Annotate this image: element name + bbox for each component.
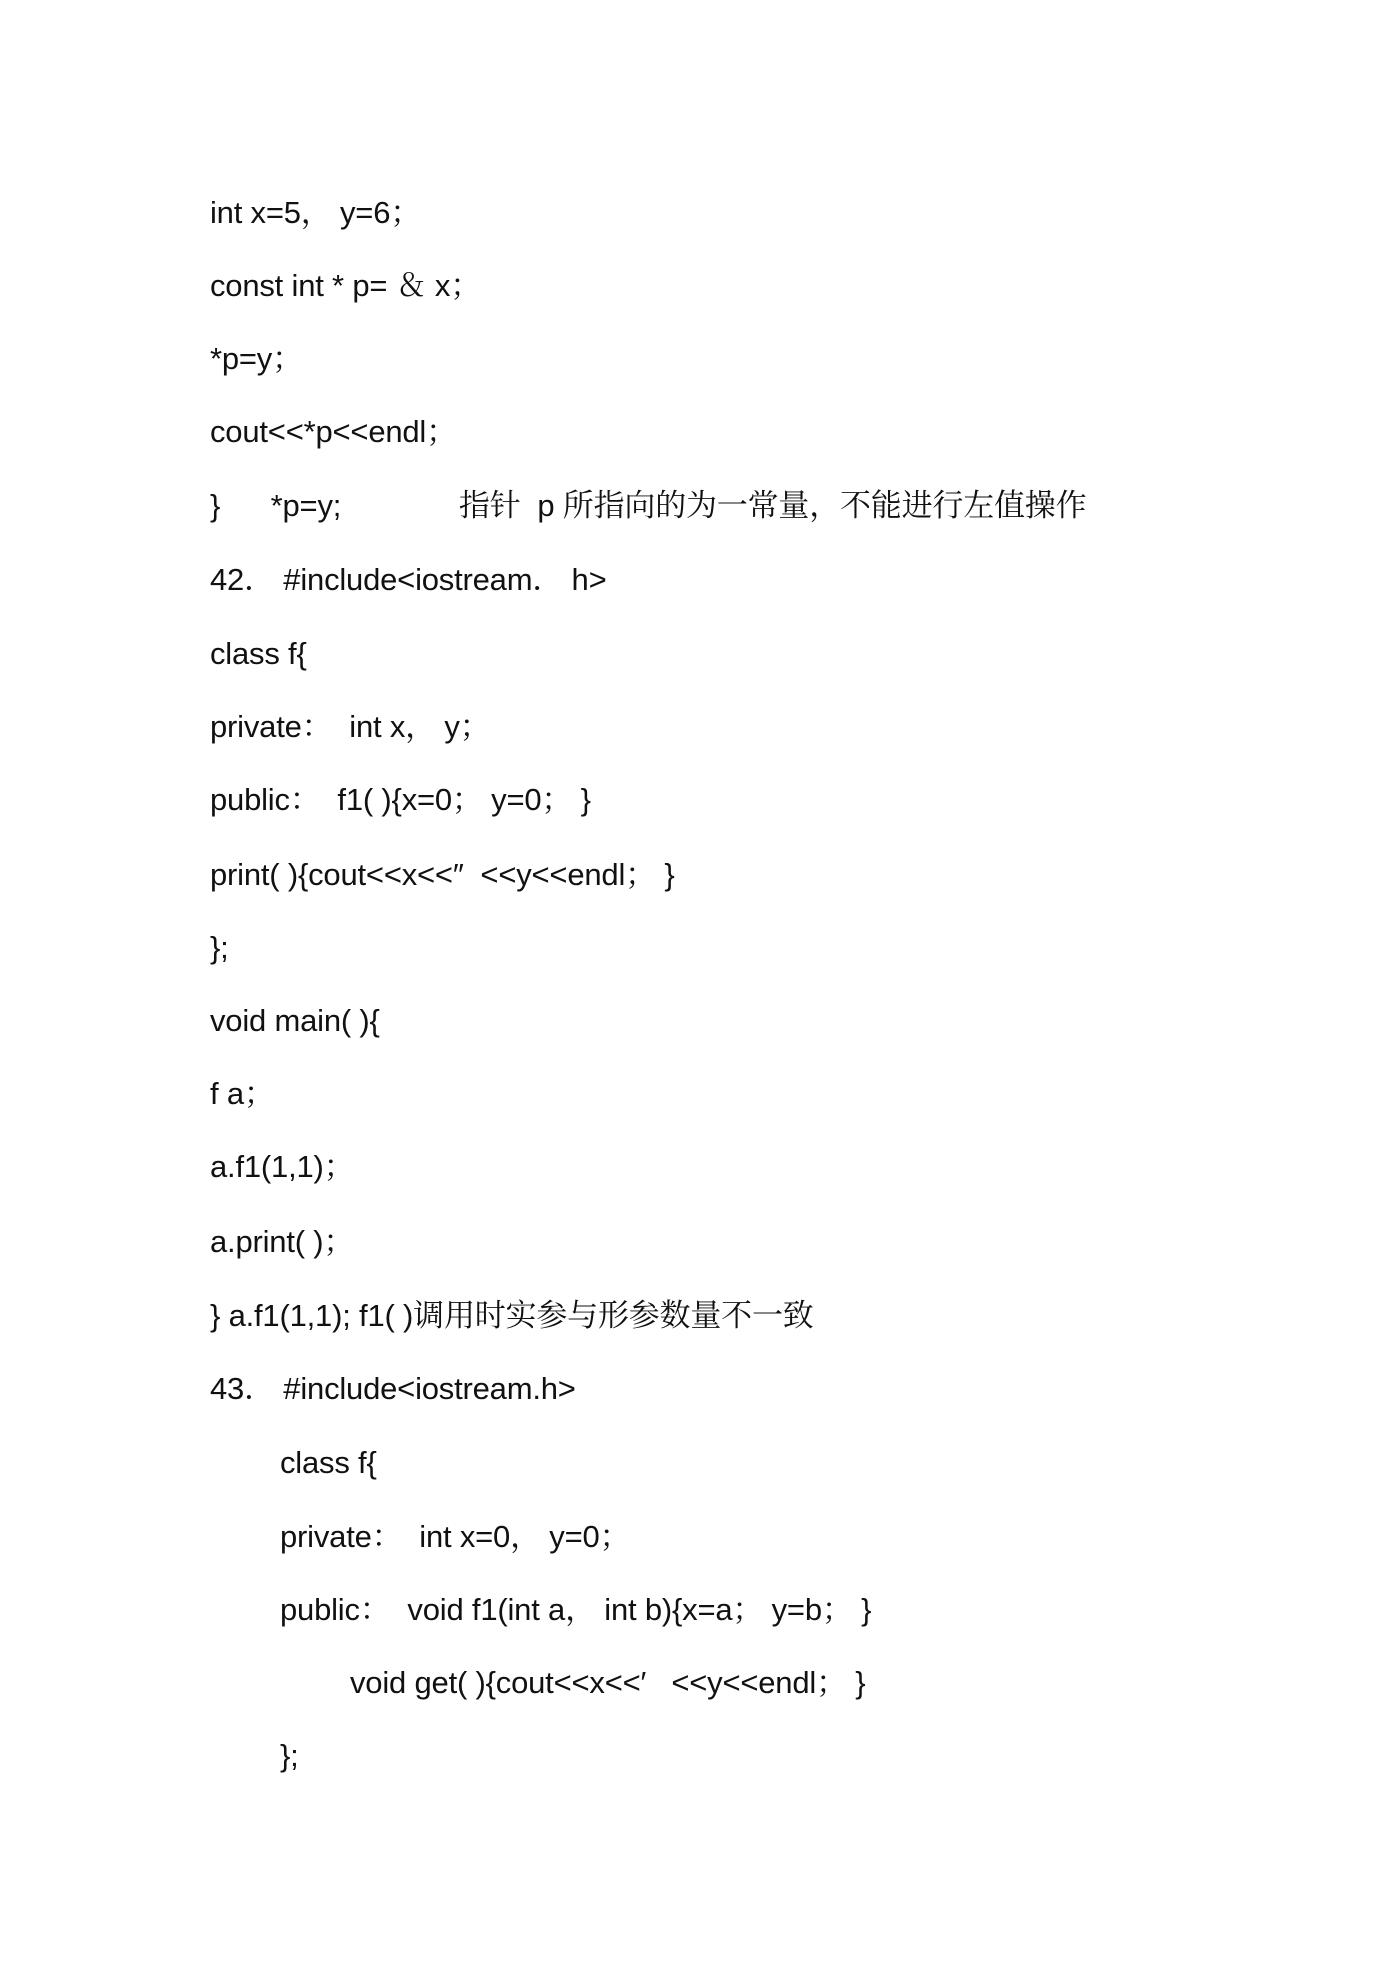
- code-line-with-note: } a.f1(1,1); f1( )调用时实参与形参数量不一致: [210, 1298, 814, 1333]
- code-line: };: [280, 1738, 299, 1773]
- code-line: private： int x=0， y=0；: [280, 1519, 631, 1554]
- code-line: const int * p= ＆ x；: [210, 268, 482, 303]
- code-line: class f{: [280, 1445, 377, 1480]
- code-line: cout<<*p<<endl；: [210, 414, 457, 449]
- code-line: print( ){cout<<x<<″ <<y<<endl； }: [210, 857, 675, 892]
- question-42-header: 42． #include<iostream． h>: [210, 562, 607, 597]
- code-line: public： void f1(int a， int b){x=a； y=b； }: [280, 1592, 872, 1627]
- code-line: private： int x， y；: [210, 709, 491, 744]
- code-line-with-note: } *p=y; 指针 p 所指向的为一常量，不能进行左值操作: [210, 488, 1087, 523]
- code-line: a.f1(1,1)；: [210, 1149, 355, 1184]
- code-line: void main( ){: [210, 1003, 380, 1038]
- code-line: int x=5， y=6；: [210, 195, 422, 230]
- code-line: *p=y；: [210, 341, 303, 376]
- code-line: void get( ){cout<<x<<′ <<y<<endl； }: [350, 1665, 866, 1700]
- code-line: };: [210, 930, 229, 965]
- code-line: f a；: [210, 1076, 275, 1111]
- code-line: public： f1( ){x=0； y=0； }: [210, 782, 591, 817]
- code-line: a.print( )；: [210, 1224, 355, 1259]
- question-43-header: 43． #include<iostream.h>: [210, 1371, 576, 1406]
- code-line: class f{: [210, 636, 307, 671]
